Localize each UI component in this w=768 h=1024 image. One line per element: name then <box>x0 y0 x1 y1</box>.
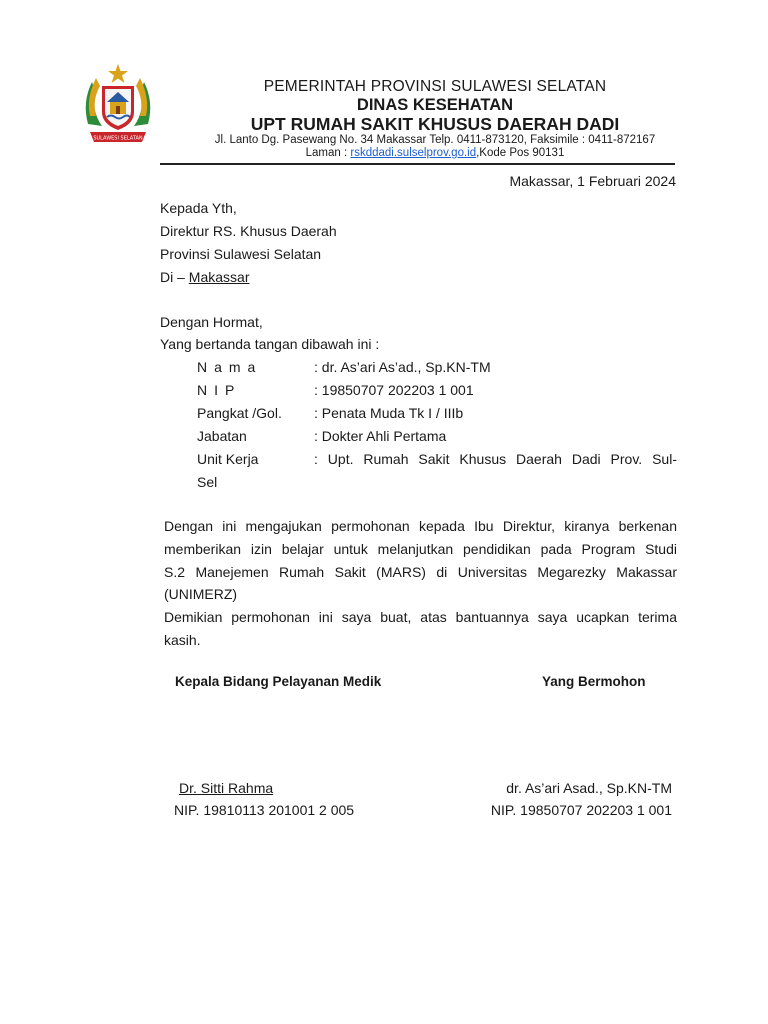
body-line-4: (UNIMERZ) <box>164 586 238 602</box>
emblem-ribbon-text: SULAWESI SELATAN <box>93 135 143 142</box>
letterhead-address: Jl. Lanto Dg. Pasewang No. 34 Makassar Telp. 0411-873120, Faksimile : 0411-872167 <box>214 134 656 146</box>
letterhead-government: PEMERINTAH PROVINSI SULAWESI SELATAN <box>263 78 607 95</box>
letterhead-website-line <box>150 147 720 159</box>
right-signatory-name: dr. As’ari Asad., Sp.KN-TM <box>506 780 672 796</box>
letterhead-hospital: UPT RUMAH SAKIT KHUSUS DAERAH DADI <box>250 114 620 134</box>
recipient-province: Provinsi Sulawesi Selatan <box>160 246 322 262</box>
recipient-city: Makassar <box>188 269 250 285</box>
left-signatory-name: Dr. Sitti Rahma <box>179 780 274 796</box>
recipient-city-line <box>160 269 249 285</box>
value-jabatan: : Dokter Ahli Pertama <box>314 428 447 444</box>
body-line-3: S.2 Manejemen Rumah Sakit (MARS) di Universitas Megarezky Makassar <box>164 564 677 580</box>
letterhead-divider <box>160 163 675 165</box>
label-nip: NIP <box>197 382 242 398</box>
intro-line: Yang bertanda tangan dibawah ini : <box>160 336 380 352</box>
label-jabatan: Jabatan <box>197 428 247 444</box>
closing-line-2: kasih. <box>164 632 201 648</box>
value-nama: : dr. As’ari As’ad., Sp.KN-TM <box>314 359 491 375</box>
label-pangkat: Pangkat /Gol. <box>197 405 282 421</box>
postal-code: ,Kode Pos 90131 <box>476 147 565 159</box>
right-signatory-title: Yang Bermohon <box>542 674 646 689</box>
label-unit-kerja: Unit Kerja <box>197 451 259 467</box>
letterhead-agency: DINAS KESEHATAN <box>356 96 514 114</box>
province-emblem-icon <box>80 62 156 148</box>
website-link[interactable]: rskddadi.sulselprov.go.id <box>350 147 477 159</box>
right-signatory-nip: NIP. 19850707 202203 1 001 <box>490 802 672 818</box>
greeting: Dengan Hormat, <box>160 314 263 330</box>
value-pangkat: : Penata Muda Tk I / IIIb <box>314 405 464 421</box>
left-signatory-title: Kepala Bidang Pelayanan Medik <box>175 674 382 689</box>
letter-date: Makassar, 1 Februari 2024 <box>509 173 676 189</box>
value-unit-kerja: : Upt. Rumah Sakit Khusus Daerah Dadi Prov. Sul- <box>314 451 677 467</box>
recipient-di: Di – <box>160 269 189 285</box>
label-nama: Nama <box>197 359 263 375</box>
value-nip: : 19850707 202203 1 001 <box>314 382 474 398</box>
body-line-2: memberikan izin belajar untuk melanjutkan pendidikan pada Program Studi <box>164 541 677 557</box>
recipient-salutation: Kepada Yth, <box>160 200 237 216</box>
website-label: Laman : <box>305 147 351 159</box>
body-line-1: Dengan ini mengajukan permohonan kepada Ibu Direktur, kiranya berkenan <box>164 518 677 534</box>
left-signatory-nip: NIP. 19810113 201001 2 005 <box>174 802 355 818</box>
recipient-title: Direktur RS. Khusus Daerah <box>160 223 337 239</box>
value-unit-kerja-cont: Sel <box>197 474 218 490</box>
closing-line-1: Demikian permohonan ini saya buat, atas bantuannya saya ucapkan terima <box>164 609 677 625</box>
